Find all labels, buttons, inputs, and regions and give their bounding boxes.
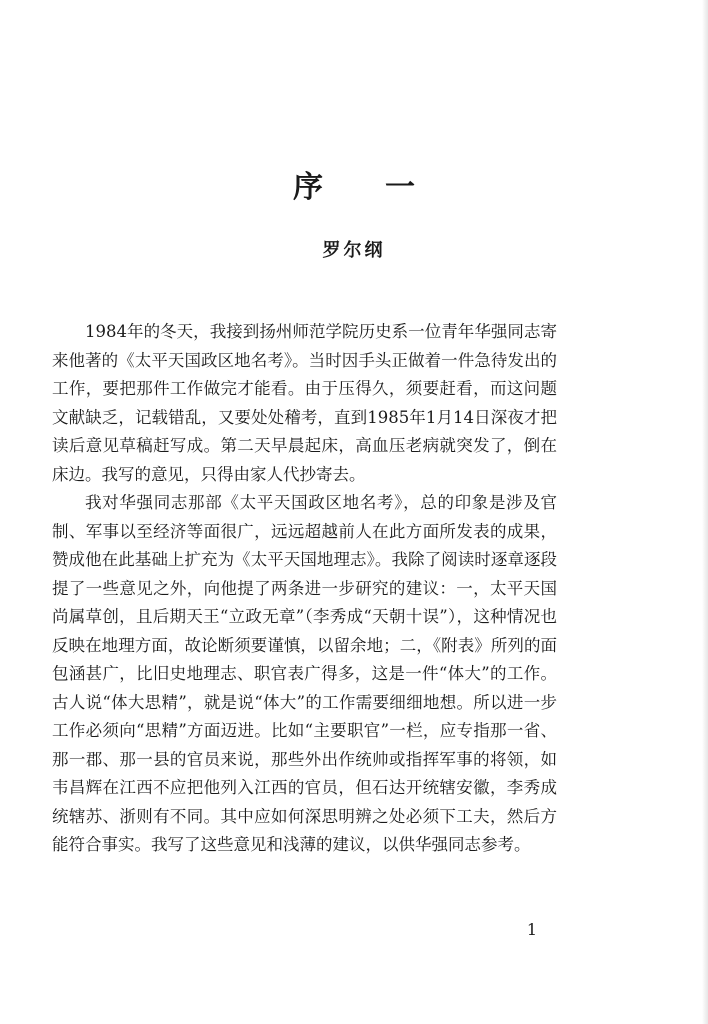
paragraph: 1984年的冬天，我接到扬州师范学院历史系一位青年华强同志寄来他著的《太平天国政区地名考》。当时因手头正做着一件急待发出的工作，要把那件工作做完才能看。由于压得久，须要赶看，而这问题文献缺乏，记载错乱，又要处处稽考，直到1985年1月14日深夜才把读后意见草稿赶写成。第二天早晨起床，高血压老病就突发了，倒在床边。我写的意见，只得由家人代抄寄去。 [52, 322, 557, 484]
body-text [52, 318, 557, 860]
page-number: 1 [526, 920, 538, 939]
author-name: 罗尔纲 [322, 240, 386, 261]
page-title: 序一 [293, 170, 477, 205]
page-edge-shadow [702, 0, 708, 1024]
paragraph: 我对华强同志那部《太平天国政区地名考》，总的印象是涉及官制、军事以至经济等面很广，远远超越前人在此方面所发表的成果，赞成他在此基础上扩充为《太平天国地理志》。我除了阅读时逐章逐段提了一些意见之外，向他提了两条进一步研究的建议：一，太平天国尚属草创，且后期天王“立政无章”（李秀成“天朝十误”），这种情况也反映在地理方面，故论断须要谨慎，以留余地；二，《附表》所列的面包涵甚广，比旧史地理志、职官表广得多，这是一件“体大”的工作。古人说“体大思精”，就是说“体大”的工作需要细细地想。所以进一步工作必须向“思精”方面迈进。比如“主要职官”一栏，应专指那一省、那一郡、那一县的官员来说，那些外出作统帅或指挥军事的将领，如韦昌辉在江西不应把他列入江西的官员，但石达开统辖安徽，李秀成统辖苏、浙则有不同。其中应如何深思明辨之处必须下工夫，然后方能符合事实。我写了这些意见和浅薄的建议，以供华强同志参考。 [52, 493, 557, 854]
